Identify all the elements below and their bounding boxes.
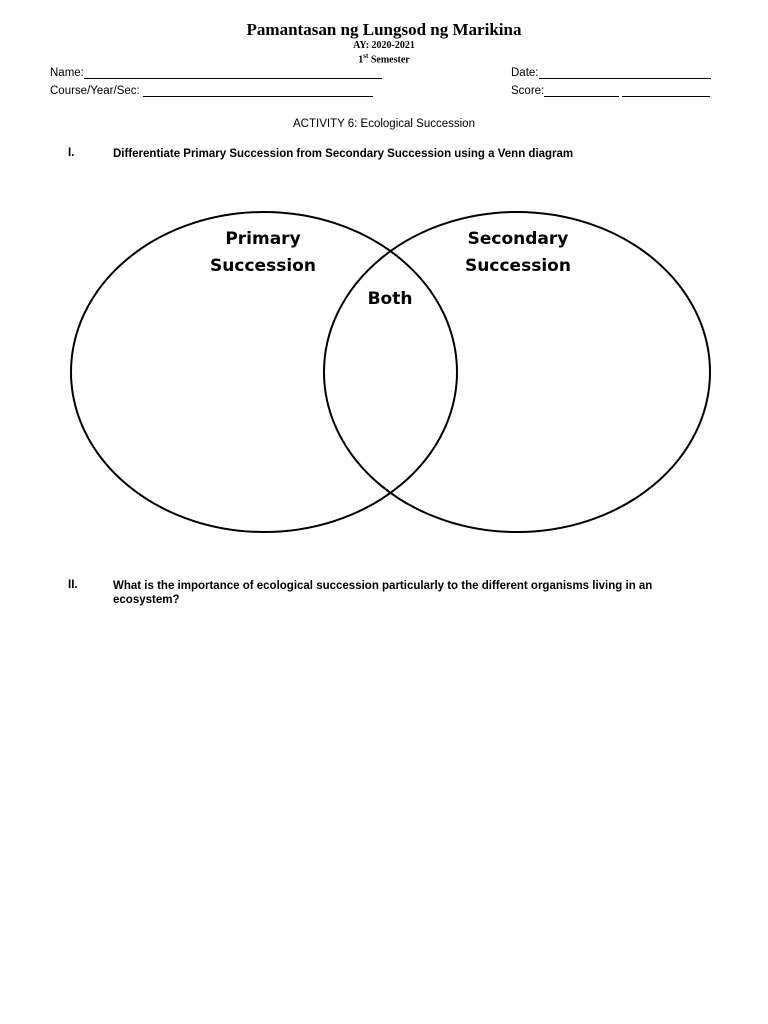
- activity-title: ACTIVITY 6: Ecological Succession: [293, 118, 475, 130]
- question-1-number: I.: [68, 147, 75, 159]
- academic-year: AY: 2020-2021: [353, 40, 415, 51]
- venn-left-label-line-2: Succession: [210, 256, 316, 276]
- semester-word: Semester: [368, 54, 410, 66]
- semester-number: 1: [358, 54, 364, 66]
- name-label: Name:: [50, 67, 84, 79]
- question-2-number: II.: [68, 579, 78, 591]
- course-label: Course/Year/Sec:: [50, 85, 140, 97]
- venn-left-label-line-1: Primary: [225, 229, 301, 249]
- venn-right-label: [438, 226, 598, 280]
- venn-left-label: [183, 226, 343, 280]
- date-label: Date:: [511, 67, 539, 79]
- venn-right-label-line-1: Secondary: [467, 229, 569, 249]
- question-2-text: What is the importance of ecological succession particularly to the different organisms living in an ecosystem?: [113, 580, 653, 606]
- question-1-text: Differentiate Primary Succession from Secondary Succession using a Venn diagram: [113, 148, 574, 160]
- school-name: Pamantasan ng Lungsod ng Marikina: [246, 20, 522, 39]
- score-label: Score:: [511, 85, 545, 97]
- semester-suffix: st: [363, 52, 369, 60]
- venn-right-label-line-2: Succession: [465, 256, 571, 276]
- venn-overlap-label: Both: [367, 289, 413, 309]
